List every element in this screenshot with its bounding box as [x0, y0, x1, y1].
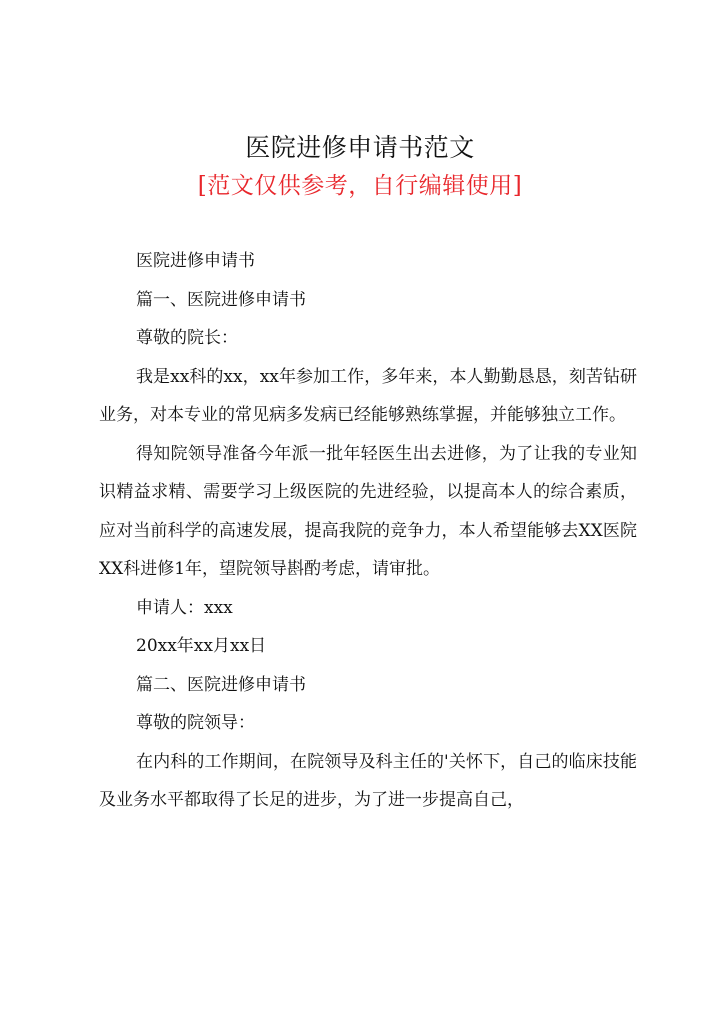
heading-line: 医院进修申请书 [136, 251, 255, 271]
salutation: 尊敬的院领导： [136, 713, 255, 733]
salutation: 尊敬的院长： [136, 328, 238, 348]
document-body [99, 242, 637, 820]
applicant-line: 申请人：xxx [136, 597, 233, 618]
body-paragraph: 得知院领导准备今年派一批年轻医生出去进修，为了让我的专业知识精益求精、需要学习上级医院的先进经验，以提高本人的综合素质，应对当前科学的高速发展，提高我院的竞争力，本人希望能够去XX医院XX科进修1年，望院领导斟酌考虑，请审批。 [99, 443, 637, 579]
body-paragraph: 我是xx科的xx，xx年参加工作，多年来，本人勤勤恳恳，刻苦钻研业务，对本专业的常见病多发病已经能够熟练掌握，并能够独立工作。 [99, 366, 637, 425]
section-heading: 篇二、医院进修申请书 [136, 674, 306, 695]
body-paragraph: 在内科的工作期间，在院领导及科主任的'关怀下，自己的临床技能及业务水平都取得了长足的进步，为了进一步提高自己， [99, 751, 637, 810]
date-line: 20xx年xx月xx日 [136, 636, 267, 656]
document-subtitle: [范文仅供参考，自行编辑使用] [197, 173, 523, 199]
document-title: 医院进修申请书范文 [245, 133, 475, 162]
section-heading: 篇一、医院进修申请书 [136, 289, 306, 310]
